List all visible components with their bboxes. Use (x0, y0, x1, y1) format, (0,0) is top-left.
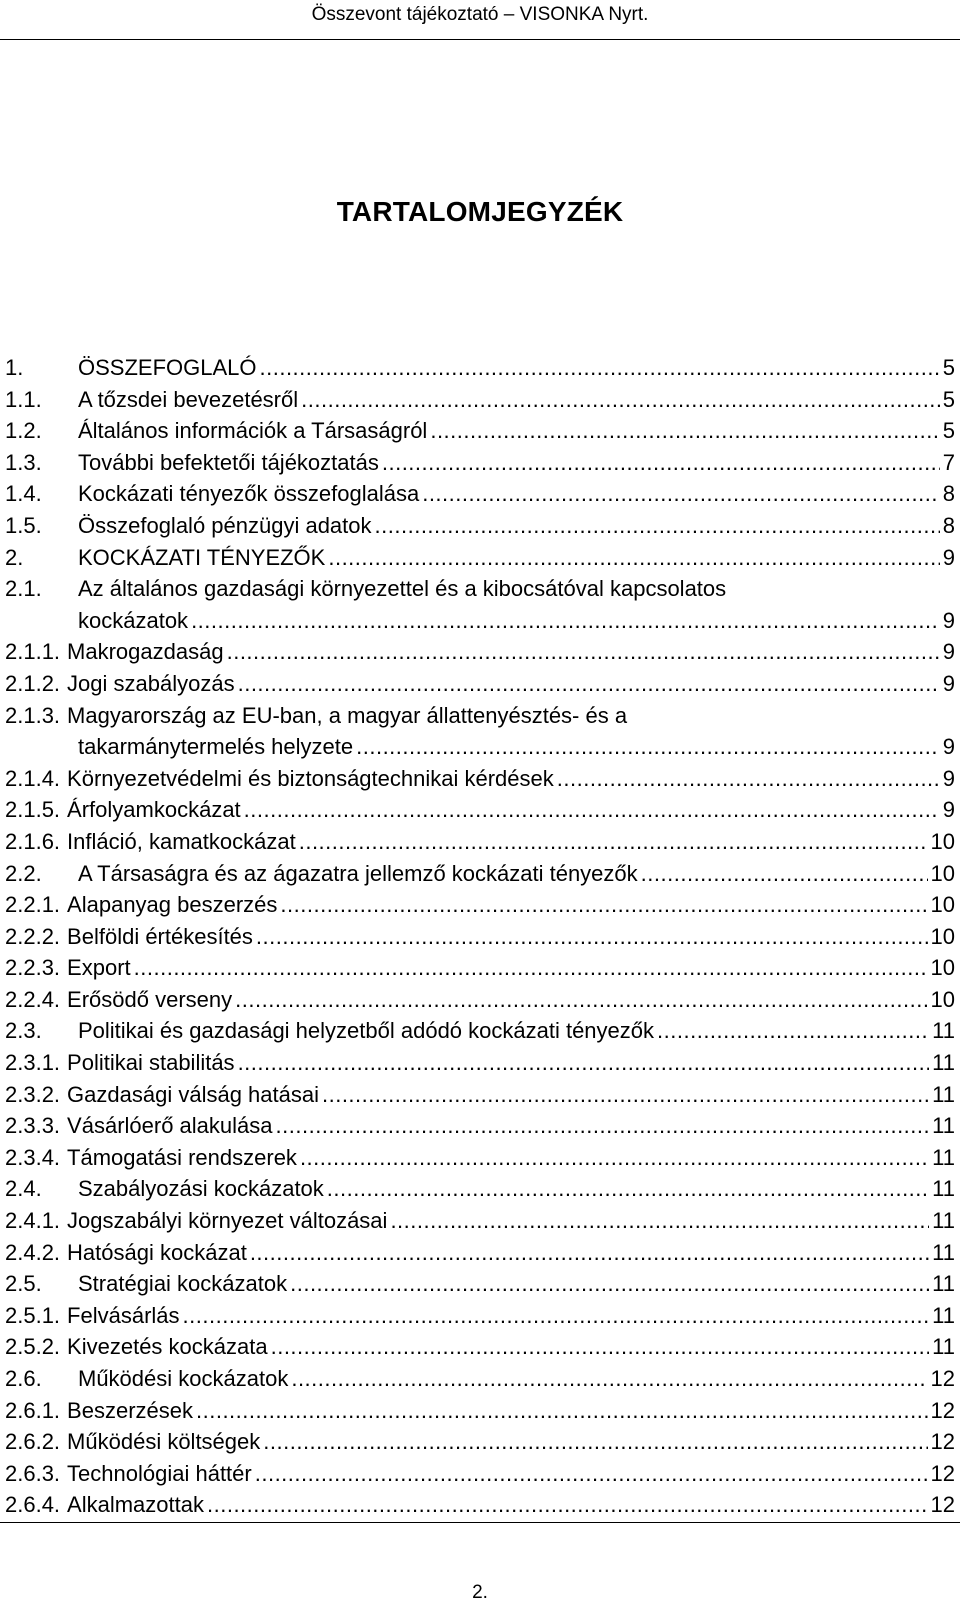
toc-entry-title: A Társaságra és az ágazatra jellemző kockázati tényezők (78, 860, 638, 886)
toc-dot-leader (255, 1458, 928, 1490)
toc-dot-leader (375, 510, 940, 542)
toc-page-number: 10 (930, 860, 955, 886)
toc-page-number: 5 (942, 355, 955, 380)
toc-entry-number: 2.6.4. (5, 1492, 61, 1518)
toc-entry-title: Politikai és gazdasági helyzetből adódó kockázati tényezők (78, 1018, 655, 1044)
toc-dot-leader (263, 1426, 927, 1458)
table-of-contents (5, 352, 955, 1521)
toc-page-number: 11 (932, 1018, 955, 1044)
running-header: Összevont tájékoztató – VISONKA Nyrt. (311, 4, 649, 25)
toc-entry[interactable] (5, 858, 955, 890)
toc-entry-number: 2.1.6. (5, 828, 61, 854)
toc-page-number: 11 (932, 1081, 955, 1107)
toc-page-number: 11 (932, 1176, 955, 1202)
toc-entry-number: 2.5.2. (5, 1334, 61, 1360)
toc-entry[interactable] (5, 1047, 955, 1079)
toc-entry-title: Általános információk a Társaságról (78, 418, 428, 444)
toc-dot-leader (235, 984, 927, 1016)
toc-dot-leader (327, 1173, 929, 1205)
toc-page-number: 10 (930, 923, 955, 949)
toc-entry-number: 2.1.4. (5, 765, 61, 791)
toc-page-number: 12 (930, 1460, 955, 1486)
toc-entry-title: Vásárlóerő alakulása (67, 1113, 273, 1139)
toc-entry-title: Jogszabályi környezet változásai (67, 1208, 388, 1234)
toc-page-number: 11 (932, 1271, 955, 1297)
toc-entry-title-continued: kockázatok (78, 607, 189, 633)
toc-entry[interactable] (5, 1395, 955, 1427)
toc-page-number: 9 (942, 765, 955, 791)
toc-entry-title: KOCKÁZATI TÉNYEZŐK (78, 544, 326, 570)
toc-entry-title: Környezetvédelmi és biztonságtechnikai kérdések (67, 765, 554, 791)
toc-entry[interactable] (5, 826, 955, 858)
toc-entry-continuation[interactable] (5, 605, 955, 637)
toc-entry-number: 1.5. (5, 512, 42, 538)
footer-rule (0, 1522, 960, 1523)
toc-entry-number: 2.5.1. (5, 1302, 61, 1328)
toc-entry[interactable] (5, 478, 955, 510)
toc-dot-leader (322, 1079, 929, 1111)
toc-entry[interactable] (5, 1426, 955, 1458)
toc-entry-title: Működési kockázatok (78, 1366, 289, 1391)
toc-entry-title: Stratégiai kockázatok (78, 1271, 288, 1297)
toc-dot-leader (657, 1015, 929, 1047)
toc-entry[interactable] (5, 1110, 955, 1142)
toc-entry-number: 2.1.1. (5, 639, 61, 665)
toc-entry-title: Felvásárlás (67, 1302, 180, 1328)
toc-entry-title: Makrogazdaság (67, 639, 224, 665)
toc-entry-title-continued: takarmánytermelés helyzete (78, 734, 354, 760)
toc-dot-leader (238, 1047, 930, 1079)
toc-dot-leader (191, 605, 940, 637)
toc-entry[interactable] (5, 889, 955, 921)
toc-entry[interactable] (5, 384, 955, 416)
toc-page-number: 9 (942, 797, 955, 823)
toc-page-number: 11 (932, 1208, 955, 1234)
toc-entry[interactable] (5, 1268, 955, 1300)
toc-entry-number: 1. (5, 355, 24, 380)
toc-page-number: 9 (942, 607, 955, 633)
toc-page-number: 12 (930, 1492, 955, 1518)
toc-entry-number: 2.3.4. (5, 1144, 61, 1170)
toc-entry-number: 2.3. (5, 1018, 42, 1044)
toc-entry[interactable] (5, 1331, 955, 1363)
toc-dot-leader (244, 794, 940, 826)
toc-dot-leader (183, 1300, 930, 1332)
toc-entry-title: Technológiai háttér (67, 1460, 252, 1486)
toc-entry[interactable] (5, 1458, 955, 1490)
toc-entry-number: 1.2. (5, 418, 42, 444)
toc-entry[interactable] (5, 1237, 955, 1269)
toc-entry-number: 2.4.1. (5, 1208, 61, 1234)
toc-page-number: 8 (942, 512, 955, 538)
toc-page-number: 5 (942, 386, 955, 412)
toc-entry[interactable] (5, 1300, 955, 1332)
toc-entry-number: 2.4. (5, 1176, 42, 1202)
toc-entry-number: 1.1. (5, 386, 42, 412)
toc-page-number: 10 (930, 986, 955, 1012)
toc-entry-number: 2.3.2. (5, 1081, 61, 1107)
toc-dot-leader (328, 542, 939, 574)
toc-entry[interactable] (5, 1205, 955, 1237)
toc-entry-number: 2.3.3. (5, 1113, 61, 1139)
toc-dot-leader (430, 415, 939, 447)
toc-dot-leader (280, 889, 927, 921)
toc-dot-leader (250, 1237, 929, 1269)
toc-entry-title: Az általános gazdasági környezettel és a kibocsátóval kapcsolatos (78, 576, 727, 602)
toc-entry-title: Összefoglaló pénzügyi adatok (78, 512, 372, 538)
toc-page-number: 11 (932, 1113, 955, 1139)
toc-entry[interactable] (5, 921, 955, 953)
toc-entry[interactable] (5, 510, 955, 542)
toc-dot-leader (134, 952, 928, 984)
header-rule (0, 39, 960, 40)
toc-entry-title: Árfolyamkockázat (67, 797, 241, 823)
toc-entry[interactable] (5, 763, 955, 795)
toc-page-number: 9 (942, 670, 955, 696)
toc-entry[interactable] (5, 668, 955, 700)
toc-entry-title: ÖSSZEFOGLALÓ (78, 355, 257, 380)
toc-entry-title: Kivezetés kockázata (67, 1334, 268, 1360)
toc-page-number: 10 (930, 892, 955, 918)
toc-entry-title: Magyarország az EU-ban, a magyar állattenyésztés- és a (67, 702, 628, 728)
toc-entry-title: Támogatási rendszerek (67, 1144, 297, 1170)
toc-entry[interactable] (5, 984, 955, 1016)
toc-dot-leader (196, 1395, 928, 1427)
toc-page-number: 8 (942, 481, 955, 507)
toc-entry[interactable] (5, 1079, 955, 1111)
toc-dot-leader (290, 1268, 929, 1300)
toc-entry[interactable] (5, 1015, 955, 1047)
toc-entry-title: Erősödő verseny (67, 986, 233, 1012)
toc-dot-leader (227, 636, 940, 668)
toc-page-number: 12 (930, 1429, 955, 1455)
toc-entry-title: Alapanyag beszerzés (67, 892, 278, 918)
toc-dot-leader (260, 352, 940, 384)
toc-entry-title: További befektetői tájékoztatás (78, 449, 379, 475)
toc-entry[interactable] (5, 1142, 955, 1174)
toc-entry-number: 2.1. (5, 576, 42, 602)
toc-dot-leader (276, 1110, 930, 1142)
toc-dot-leader (422, 478, 940, 510)
toc-entry-number: 2.2.2. (5, 923, 61, 949)
toc-entry-number: 2.2.1. (5, 892, 61, 918)
toc-entry-title: Politikai stabilitás (67, 1050, 235, 1076)
toc-entry-number: 2.2.4. (5, 986, 61, 1012)
toc-dot-leader (300, 1142, 929, 1174)
toc-entry-number: 2.2. (5, 860, 42, 886)
toc-entry-title: Működési költségek (67, 1429, 261, 1455)
toc-entry-title: Infláció, kamatkockázat (67, 828, 296, 854)
toc-page-number: 9 (942, 639, 955, 665)
toc-entry-title: Export (67, 955, 131, 981)
toc-page-number: 12 (930, 1397, 955, 1423)
toc-entry[interactable] (5, 1363, 955, 1395)
toc-entry[interactable] (5, 447, 955, 479)
toc-entry-continuation[interactable] (5, 731, 955, 763)
toc-entry-number: 2.3.1. (5, 1050, 61, 1076)
toc-dot-leader (238, 668, 940, 700)
toc-dot-leader (256, 921, 928, 953)
toc-entry-number: 2.6.1. (5, 1397, 61, 1423)
toc-entry-title: Szabályozási kockázatok (78, 1176, 324, 1202)
toc-entry-title: Kockázati tényezők összefoglalása (78, 481, 420, 507)
toc-page-number: 10 (930, 828, 955, 854)
toc-entry-title: Gazdasági válság hatásai (67, 1081, 319, 1107)
toc-page-number: 11 (932, 1050, 955, 1076)
page-number: 2. (472, 1582, 488, 1603)
toc-page-number: 11 (932, 1239, 955, 1265)
toc-dot-leader (207, 1489, 928, 1521)
toc-entry-number: 2.6. (5, 1366, 42, 1391)
toc-entry-number: 2.5. (5, 1271, 42, 1297)
toc-entry[interactable] (5, 1489, 955, 1521)
toc-entry-title: A tőzsdei bevezetésről (78, 386, 299, 412)
toc-entry[interactable] (5, 794, 955, 826)
toc-page-number: 11 (932, 1334, 955, 1360)
toc-entry-number: 1.4. (5, 481, 42, 507)
toc-dot-leader (356, 731, 940, 763)
toc-entry-number: 2.4.2. (5, 1239, 61, 1265)
toc-dot-leader (299, 826, 928, 858)
toc-dot-leader (382, 447, 940, 479)
toc-entry-number: 2. (5, 544, 24, 570)
toc-page-number: 11 (932, 1144, 955, 1170)
toc-entry-title: Hatósági kockázat (67, 1239, 247, 1265)
toc-entry-title: Alkalmazottak (67, 1492, 204, 1518)
toc-page-number: 7 (942, 449, 955, 475)
toc-page-number: 9 (942, 544, 955, 570)
toc-page-number: 5 (942, 418, 955, 444)
toc-entry[interactable] (5, 573, 955, 605)
toc-entry[interactable] (5, 542, 955, 574)
toc-entry-number: 2.6.3. (5, 1460, 61, 1486)
toc-page-number: 12 (930, 1366, 955, 1391)
toc-entry-number: 1.3. (5, 449, 42, 475)
toc-page-number: 11 (932, 1302, 955, 1328)
toc-entry[interactable] (5, 352, 955, 384)
toc-dot-leader (557, 763, 940, 795)
toc-entry[interactable] (5, 415, 955, 447)
toc-entry-title: Belföldi értékesítés (67, 923, 253, 949)
toc-entry[interactable] (5, 1173, 955, 1205)
toc-entry-number: 2.6.2. (5, 1429, 61, 1455)
toc-entry[interactable] (5, 952, 955, 984)
toc-dot-leader (291, 1363, 927, 1395)
toc-entry-number: 2.2.3. (5, 955, 61, 981)
toc-entry[interactable] (5, 636, 955, 668)
toc-page-number: 10 (930, 955, 955, 981)
toc-dot-leader (271, 1331, 930, 1363)
toc-entry-title: Beszerzések (67, 1397, 193, 1423)
page-title: TARTALOMJEGYZÉK (336, 196, 624, 227)
toc-page-number: 9 (942, 734, 955, 760)
toc-entry-number: 2.1.5. (5, 797, 61, 823)
toc-dot-leader (301, 384, 940, 416)
toc-dot-leader (641, 858, 928, 890)
toc-dot-leader (390, 1205, 929, 1237)
toc-entry-number: 2.1.3. (5, 702, 61, 728)
toc-entry-title: Jogi szabályozás (67, 670, 235, 696)
toc-entry-number: 2.1.2. (5, 670, 61, 696)
toc-entry[interactable] (5, 700, 955, 732)
